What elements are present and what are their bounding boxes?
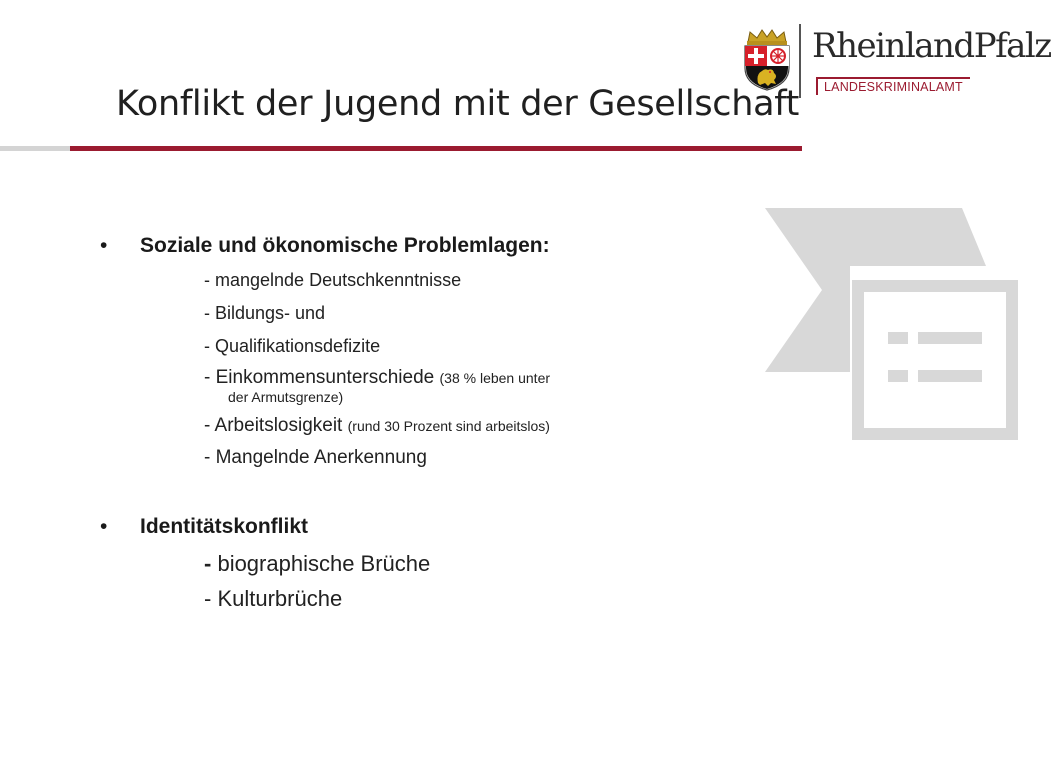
logo-subtitle-box: [816, 77, 970, 95]
bullet-dot: •: [100, 515, 108, 538]
coat-of-arms-icon: [740, 28, 794, 92]
bullet-dot: •: [100, 234, 108, 257]
list-item-note-continued: der Armutsgrenze): [228, 389, 344, 405]
logo-wordmark: RheinlandPfalz: [812, 26, 1051, 66]
list-item: - mangelnde Deutschkenntnisse: [204, 270, 462, 290]
list-item: - Bildungs- und: [204, 303, 326, 323]
list-item: - biographische Brüche: [204, 551, 431, 576]
slide-content: [100, 234, 740, 611]
bullet-heading-text: Soziale und ökonomische Problemlagen:: [140, 234, 550, 257]
list-item: - Einkommensunterschiede (38 % leben unter: [204, 367, 551, 388]
logo-subtitle: LANDESKRIMINALAMT: [824, 80, 963, 94]
title-rule-red: [70, 146, 802, 151]
list-item: - Qualifikationsdefizite: [204, 336, 381, 356]
list-item-note: (rund 30 Prozent sind arbeitslos): [347, 418, 550, 434]
slide-title: Konflikt der Jugend mit der Gesellschaft: [116, 84, 800, 124]
title-rule-gray: [0, 146, 70, 151]
bullet-heading: [100, 515, 740, 539]
list-item: - Kulturbrüche: [204, 586, 343, 611]
bullet-heading-text: Identitätskonflikt: [140, 515, 309, 538]
list-item: - Arbeitslosigkeit (rund 30 Prozent sind arbeitslos): [204, 415, 550, 436]
list-item: - Mangelnde Anerkennung: [204, 447, 427, 468]
list-item-note: (38 % leben unter: [439, 370, 551, 386]
logo-divider: [799, 24, 801, 98]
agenda-list-icon: [760, 204, 1018, 440]
bullet-heading: [100, 234, 740, 258]
